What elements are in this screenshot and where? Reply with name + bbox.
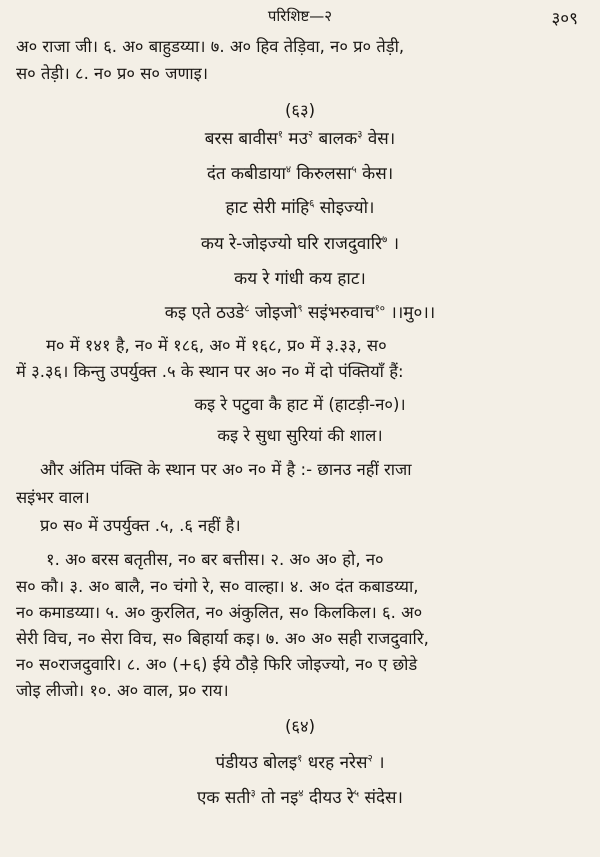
verse-line: कय रे-जोइज्यो घरि राजदुवारि$^७$ । bbox=[200, 234, 400, 254]
verse-line: कय रे गांधी कय हाट। bbox=[234, 269, 366, 289]
footnote-line: सेरी विच, न० सेरा विच, स० बिहार्या कइ। ७. अ० अ० सही राजदुवारि, bbox=[16, 629, 429, 648]
running-header bbox=[0, 6, 600, 32]
verse-number: (६४) bbox=[284, 717, 316, 736]
quoted-line: कइ रे पटुवा कै हाट में (हाटड़ी-न०)। bbox=[194, 395, 406, 414]
footnote-line: न० कमाडय्या। ५. अ० कुरलित, न० अंकुलित, स० किलकिल। ६. अ० bbox=[16, 603, 423, 622]
text-line: में ३.३६। किन्तु उपर्युक्त .५ के स्थान पर अ० न० में दो पंक्तियाँ हैं: bbox=[16, 362, 404, 381]
quoted-line: कइ रे सुधा सुरियां की शाल। bbox=[217, 426, 383, 445]
footnote-line: जोइ लीजो। १०. अ० वाल, प्र० राय। bbox=[16, 681, 229, 700]
footnote-line: १. अ० बरस बतृतीस, न० बर बत्तीस। २. अ० अ० हो, न० bbox=[46, 550, 384, 569]
verse-line: दंत कबीडाया$^४$ किरुलसा$^५$ केस। bbox=[206, 164, 394, 184]
text-line: म० में १४१ है, न० में १८६, अ० में १६८, प्र० में ३.३३, स० bbox=[46, 336, 387, 355]
verse-number: (६३) bbox=[284, 101, 316, 120]
text-line: अ० राजा जी। ६. अ० बाहुडय्या। ७. अ० हिव तेड़िवा, न० प्र० तेड़ी, bbox=[16, 37, 405, 56]
verse-line: बरस बावीस$^१$ मउ$^२$ बालक$^३$ वेस। bbox=[204, 129, 396, 149]
text-line: और अंतिम पंक्ति के स्थान पर अ० न० में है :- छानउ नहीं राजा bbox=[40, 460, 412, 479]
verse-line: हाट सेरी मांहि$^६$ सोइज्यो। bbox=[225, 198, 375, 218]
verse-line: एक सती$^३$ तो नइ$^४$ दीयउ रे$^५$ संदेस। bbox=[197, 788, 403, 808]
footnote-line: न० स०राजदुवारि। ८. अ० (+६) ईये ठौड़े फिरि जोइज्यो, न० ए छोडे bbox=[16, 655, 418, 674]
verse-line: कइ एते ठउडे$^८$ जोइजो$^९$ सइंभरुवाच$^{१०}$ ।।मु०।। bbox=[164, 303, 436, 323]
text-line: सइंभर वाल। bbox=[16, 488, 90, 507]
text-line: प्र० स० में उपर्युक्त .५, .६ नहीं है। bbox=[40, 516, 241, 535]
text-line: स० तेड़ी। ८. न० प्र० स० जणाइ। bbox=[16, 64, 209, 83]
footnote-line: स० कौ। ३. अ० बालै, न० चंगो रे, स० वाल्हा। ४. अ० दंत कबाडय्या, bbox=[16, 577, 419, 596]
verse-line: पंडीयउ बोलइ$^१$ धरह नरेस$^२$ । bbox=[215, 753, 385, 773]
section-title: परिशिष्ट—२ bbox=[267, 7, 333, 25]
page-number: ३०९ bbox=[551, 9, 578, 29]
